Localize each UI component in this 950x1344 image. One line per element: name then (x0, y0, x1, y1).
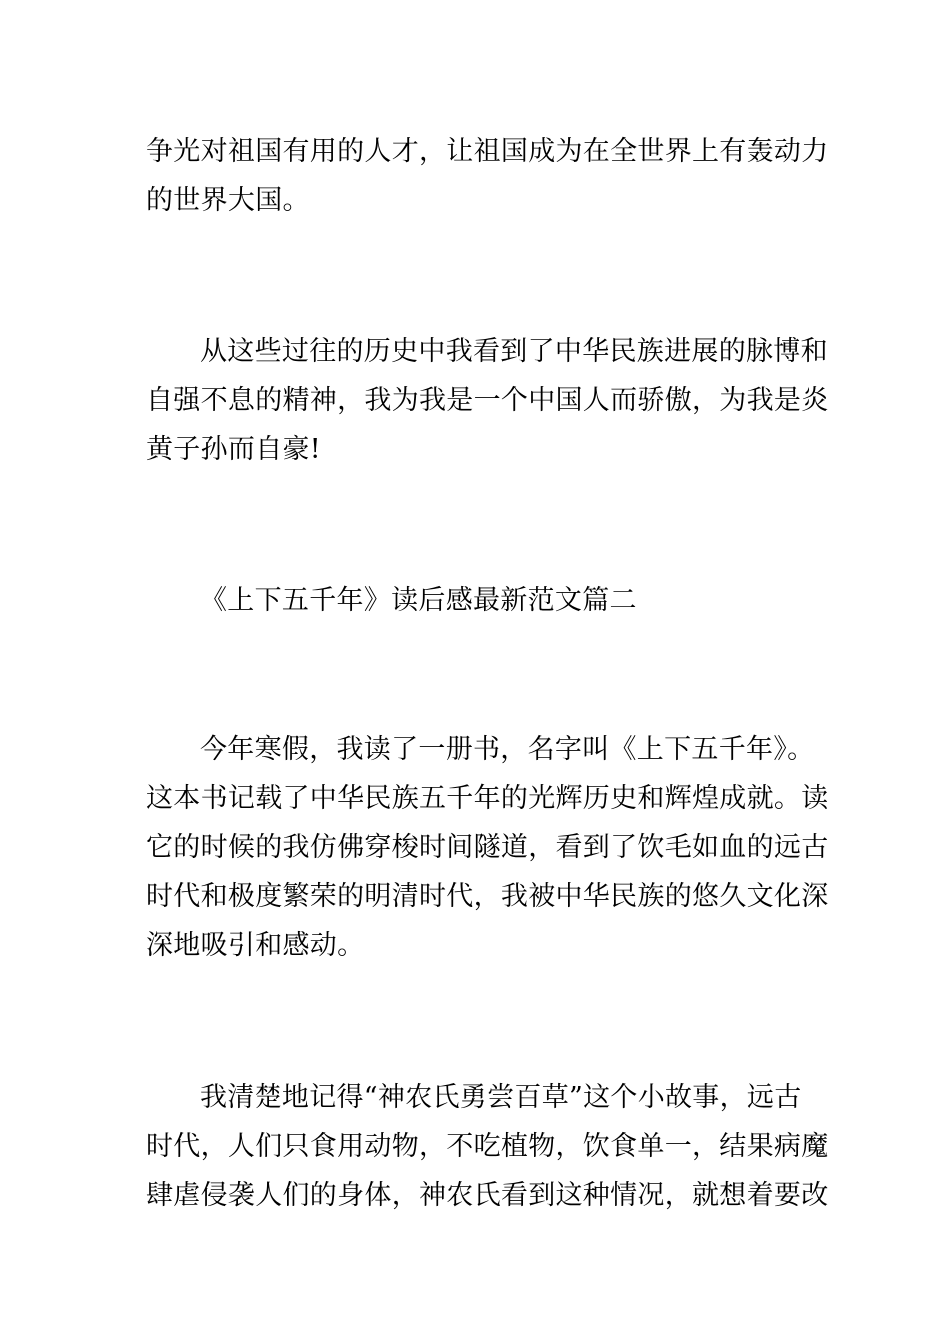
paragraph-line: 时代和极度繁荣的明清时代，我被中华民族的悠久文化深 (146, 881, 829, 912)
paragraph-line: 深地吸引和感动。 (146, 930, 365, 961)
paragraph-line: 今年寒假，我读了一册书，名字叫《上下五千年》。 (200, 734, 815, 765)
paragraph-line: 它的时候的我仿佛穿梭时间隧道，看到了饮毛如血的远古 (146, 832, 829, 863)
paragraph-line: 这本书记载了中华民族五千年的光辉历史和辉煌成就。读 (146, 783, 829, 814)
paragraph-line: 黄子孙而自豪! (146, 434, 321, 465)
paragraph-line: 我清楚地记得“神农氏勇尝百草”这个小故事，远古 (200, 1082, 802, 1113)
paragraph-line: 自强不息的精神，我为我是一个中国人而骄傲，为我是炎 (146, 385, 829, 416)
paragraph-line: 争光对祖国有用的人才，让祖国成为在全世界上有轰动力 (146, 136, 829, 167)
paragraph-line: 时代，人们只食用动物，不吃植物，饮食单一，结果病魔 (146, 1131, 829, 1162)
paragraph-line: 肆虐侵袭人们的身体，神农氏看到这种情况，就想着要改 (146, 1180, 829, 1211)
section-heading: 《上下五千年》读后感最新范文篇二 (200, 585, 637, 616)
paragraph-line: 从这些过往的历史中我看到了中华民族进展的脉博和 (200, 336, 828, 367)
paragraph-line: 的世界大国。 (146, 185, 310, 216)
